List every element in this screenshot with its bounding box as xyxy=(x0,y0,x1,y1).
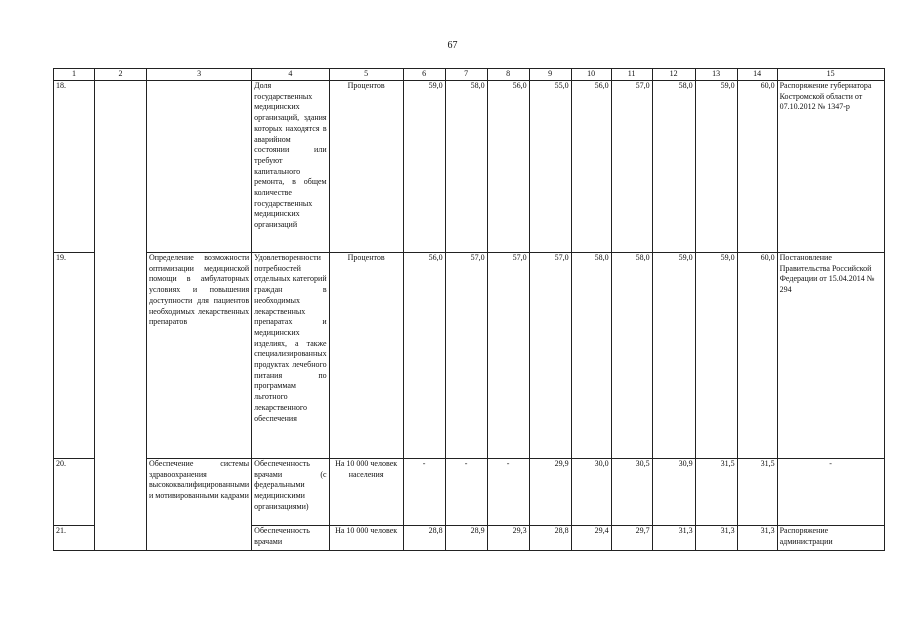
column-header: 14 xyxy=(737,69,777,81)
value-cell: 29,3 xyxy=(487,526,529,551)
value-cell: 29,4 xyxy=(571,526,611,551)
column-header: 7 xyxy=(445,69,487,81)
value-cell: 30,5 xyxy=(611,459,652,526)
empty-cell xyxy=(95,81,147,551)
task-cell: Определение возможности оптимизации медицинской помощи в амбулаторных условиях и повышения доступности для пациентов необходимых лекарственных препаратов xyxy=(147,253,252,459)
value-cell: 59,0 xyxy=(652,253,695,459)
value-cell: 55,0 xyxy=(529,81,571,253)
value-cell: 31,3 xyxy=(695,526,737,551)
value-cell: 57,0 xyxy=(487,253,529,459)
indicator-cell: Доля государственных медицинских организаций, здания которых находятся в аварийном состоянии или требуют капитального ремонта, в общем количестве государственных медицинских организаций xyxy=(252,81,329,253)
column-header: 12 xyxy=(652,69,695,81)
value-cell: 60,0 xyxy=(737,253,777,459)
value-cell: 56,0 xyxy=(487,81,529,253)
value-cell: 31,5 xyxy=(737,459,777,526)
value-cell: 28,8 xyxy=(529,526,571,551)
value-cell: - xyxy=(445,459,487,526)
column-header: 15 xyxy=(777,69,884,81)
source-cell: Распоряжение администрации xyxy=(777,526,884,551)
value-cell: 28,8 xyxy=(403,526,445,551)
indicator-cell: Обеспеченность врачами xyxy=(252,526,329,551)
indicators-table xyxy=(53,68,885,551)
value-cell: 58,0 xyxy=(445,81,487,253)
column-header: 2 xyxy=(95,69,147,81)
value-cell: 58,0 xyxy=(571,253,611,459)
value-cell: 59,0 xyxy=(695,253,737,459)
value-cell: 56,0 xyxy=(571,81,611,253)
value-cell: 59,0 xyxy=(695,81,737,253)
value-cell: 31,5 xyxy=(695,459,737,526)
value-cell: 60,0 xyxy=(737,81,777,253)
column-header: 9 xyxy=(529,69,571,81)
column-header: 13 xyxy=(695,69,737,81)
row-number: 19. xyxy=(54,253,95,459)
indicator-cell: Удовлетворенности потребностей отдельных категорий граждан в необходимых лекарственных препаратах и медицинских изделиях, а также специализированных продуктах лечебного питания по программам льготного лекарственного обеспечения xyxy=(252,253,329,459)
task-cell xyxy=(147,81,252,253)
value-cell: 57,0 xyxy=(611,81,652,253)
value-cell: 57,0 xyxy=(529,253,571,459)
table-row xyxy=(54,81,885,253)
value-cell: 57,0 xyxy=(445,253,487,459)
column-header: 10 xyxy=(571,69,611,81)
value-cell: 30,0 xyxy=(571,459,611,526)
value-cell: 31,3 xyxy=(652,526,695,551)
column-header: 6 xyxy=(403,69,445,81)
column-number-row xyxy=(54,69,885,81)
table-row xyxy=(54,253,885,459)
column-header: 4 xyxy=(252,69,329,81)
row-number: 18. xyxy=(54,81,95,253)
value-cell: 58,0 xyxy=(652,81,695,253)
unit-cell: Процентов xyxy=(329,81,403,253)
column-header: 11 xyxy=(611,69,652,81)
column-header: 5 xyxy=(329,69,403,81)
value-cell: 30,9 xyxy=(652,459,695,526)
value-cell: 56,0 xyxy=(403,253,445,459)
task-cell: Обеспечение системы здравоохранения высококвалифицированными и мотивированными кадрами xyxy=(147,459,252,551)
value-cell: 31,3 xyxy=(737,526,777,551)
value-cell: - xyxy=(487,459,529,526)
indicator-cell: Обеспеченность врачами (с федеральными медицинскими организациями) xyxy=(252,459,329,526)
source-cell: Распоряжение губернатора Костромской области от 07.10.2012 № 1347-р xyxy=(777,81,884,253)
row-number: 20. xyxy=(54,459,95,526)
unit-cell: На 10 000 человек xyxy=(329,526,403,551)
unit-cell: На 10 000 человек населения xyxy=(329,459,403,526)
value-cell: 58,0 xyxy=(611,253,652,459)
column-header: 1 xyxy=(54,69,95,81)
source-cell: - xyxy=(777,459,884,526)
source-cell: Постановление Правительства Российской Федерации от 15.04.2014 № 294 xyxy=(777,253,884,459)
value-cell: 29,9 xyxy=(529,459,571,526)
value-cell: 29,7 xyxy=(611,526,652,551)
column-header: 3 xyxy=(147,69,252,81)
value-cell: - xyxy=(403,459,445,526)
value-cell: 28,9 xyxy=(445,526,487,551)
unit-cell: Процентов xyxy=(329,253,403,459)
row-number: 21. xyxy=(54,526,95,551)
table-row xyxy=(54,459,885,526)
value-cell: 59,0 xyxy=(403,81,445,253)
column-header: 8 xyxy=(487,69,529,81)
page-number: 67 xyxy=(447,40,458,51)
